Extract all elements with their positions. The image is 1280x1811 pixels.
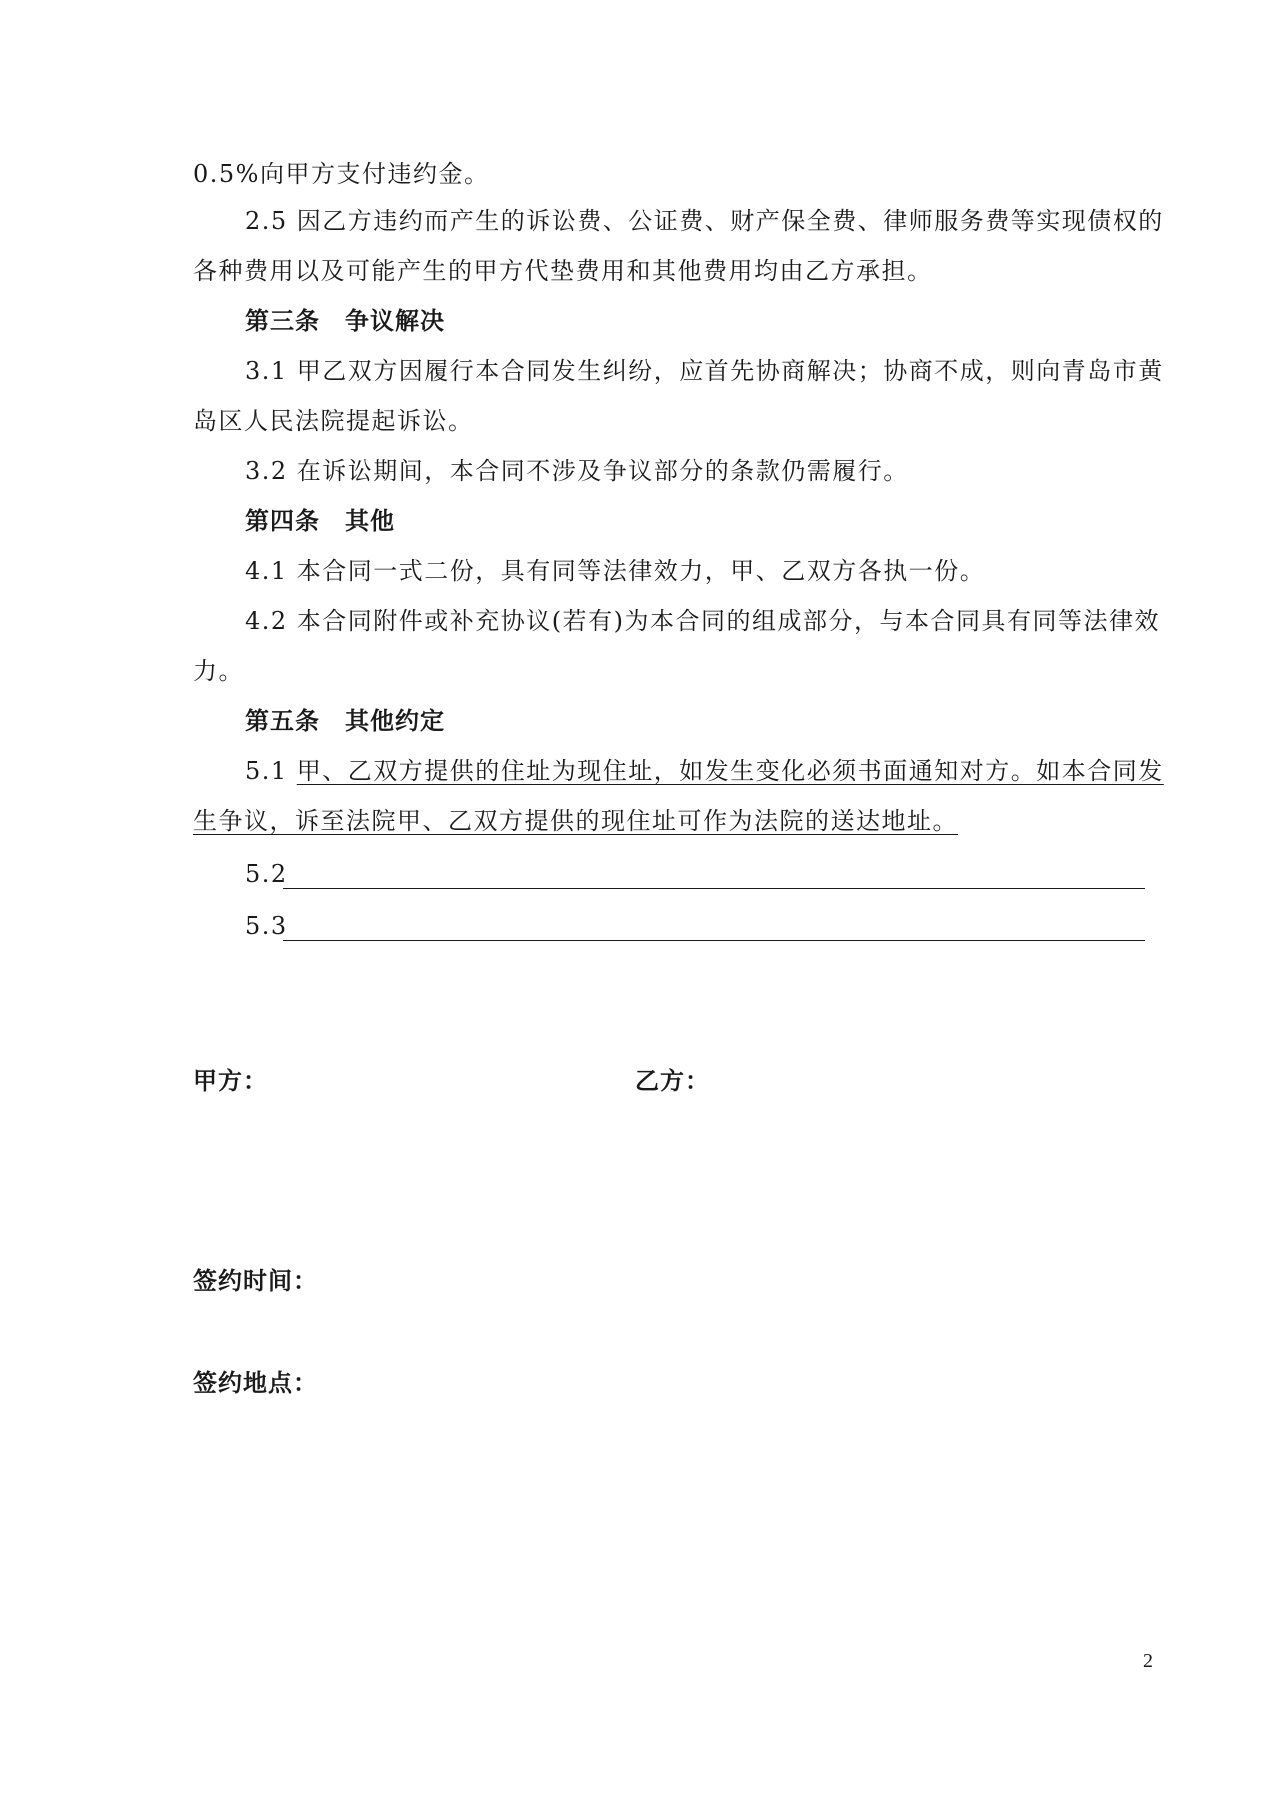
clause-5-3-blank: [283, 940, 1145, 941]
clause-3-2: 3.2 在诉讼期间，本合同不涉及争议部分的条款仍需履行。: [245, 457, 909, 485]
clause-5-3-number: 5.3: [245, 912, 288, 940]
clause-2-5-line-1: 2.5 因乙方违约而产生的诉讼费、公证费、财产保全费、律师服务费等实现债权的: [245, 207, 1164, 235]
clause-5-2-number: 5.2: [245, 860, 288, 888]
party-b-label: 乙方：: [635, 1067, 710, 1095]
clause-5-2-blank: [283, 888, 1145, 889]
clause-5-1-line-2: 生争议，诉至法院甲、乙双方提供的现住址可作为法院的送达地址。: [193, 807, 958, 835]
clause-4-1: 4.1 本合同一式二份，具有同等法律效力，甲、乙双方各执一份。: [245, 557, 986, 585]
page-number: 2: [1143, 1650, 1153, 1672]
sign-time-label: 签约时间：: [193, 1267, 318, 1295]
clause-4-2-line-1: 4.2 本合同附件或补充协议(若有)为本合同的组成部分，与本合同具有同等法律效: [245, 607, 1161, 635]
article-5-heading: 第五条 其他约定: [245, 707, 445, 735]
clause-5-1-number: 5.1: [245, 757, 297, 785]
article-3-heading: 第三条 争议解决: [245, 307, 445, 335]
clause-2-5-line-2: 各种费用以及可能产生的甲方代垫费用和其他费用均由乙方承担。: [193, 257, 933, 285]
party-a-label: 甲方：: [193, 1067, 268, 1095]
sign-place-label: 签约地点：: [193, 1369, 318, 1397]
clause-3-1-line-2: 岛区人民法院提起诉讼。: [193, 407, 474, 435]
clause-3-1-line-1: 3.1 甲乙双方因履行本合同发生纠纷，应首先协商解决；协商不成，则向青岛市黄: [245, 357, 1164, 385]
clause-4-2-line-2: 力。: [193, 657, 244, 685]
clause-5-1-line-1: [245, 755, 1164, 787]
clause-2-4-continuation: 0.5%向甲方支付违约金。: [193, 160, 490, 188]
article-4-heading: 第四条 其他: [245, 507, 395, 535]
clause-5-1-text: 甲、乙双方提供的住址为现住址，如发生变化必须书面通知对方。如本合同发: [296, 757, 1164, 785]
